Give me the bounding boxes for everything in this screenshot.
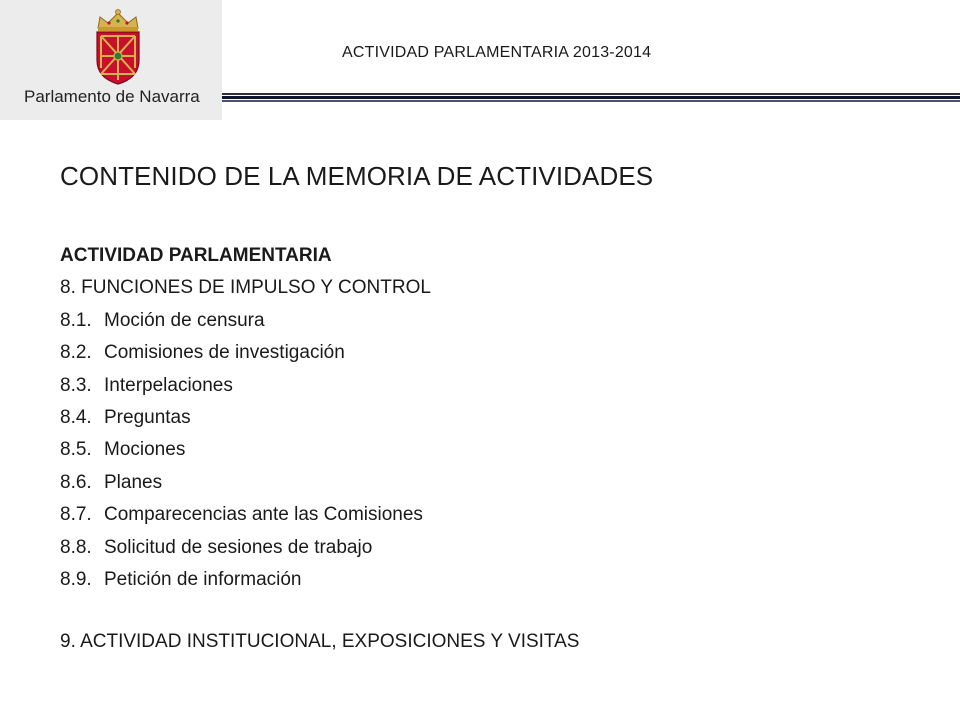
toc-item-number: 8.2.: [60, 342, 92, 364]
toc-item: [60, 434, 920, 466]
header-divider: [222, 93, 960, 103]
toc-item-number: 8.8.: [60, 536, 92, 558]
toc-item-label: Petición de información: [104, 568, 302, 590]
page-heading: CONTENIDO DE LA MEMORIA DE ACTIVIDADES: [60, 161, 654, 191]
toc-item-label: Preguntas: [104, 406, 191, 428]
toc-item-number: 8.9.: [60, 568, 92, 590]
toc-item-number: 8.6.: [60, 471, 92, 493]
toc-item-number: 8.3.: [60, 374, 92, 396]
toc-item: [60, 370, 920, 402]
toc-item-label: Comisiones de investigación: [104, 342, 345, 364]
spacer: [60, 596, 920, 626]
toc-item: [60, 532, 920, 564]
toc-item-label: Comparecencias ante las Comisiones: [104, 504, 423, 526]
toc-section-title: ACTIVIDAD PARLAMENTARIA: [60, 245, 332, 266]
table-of-contents: [60, 240, 920, 659]
toc-chapter-9: 9. ACTIVIDAD INSTITUCIONAL, EXPOSICIONES Y VISITAS: [60, 631, 580, 653]
toc-item-label: Moción de censura: [104, 309, 265, 331]
toc-item: [60, 337, 920, 369]
toc-item-number: 8.1.: [60, 309, 92, 331]
toc-item-number: 8.5.: [60, 439, 92, 461]
toc-item-label: Interpelaciones: [104, 374, 233, 396]
toc-item: [60, 467, 920, 499]
toc-item: [60, 499, 920, 531]
toc-item-label: Planes: [104, 471, 163, 493]
logo-text: Parlamento de Navarra: [24, 87, 200, 106]
toc-item-label: Mociones: [104, 439, 186, 461]
toc-item-label: Solicitud de sesiones de trabajo: [104, 536, 373, 558]
toc-item: [60, 402, 920, 434]
toc-chapter-8: 8. FUNCIONES DE IMPULSO Y CONTROL: [60, 277, 431, 299]
toc-item-number: 8.4.: [60, 406, 92, 428]
logo: [0, 0, 222, 120]
toc-item: [60, 305, 920, 337]
header-title: ACTIVIDAD PARLAMENTARIA 2013-2014: [342, 44, 652, 61]
navarra-coat-of-arms-icon: [88, 8, 148, 86]
toc-item: [60, 564, 920, 596]
toc-item-number: 8.7.: [60, 504, 92, 526]
